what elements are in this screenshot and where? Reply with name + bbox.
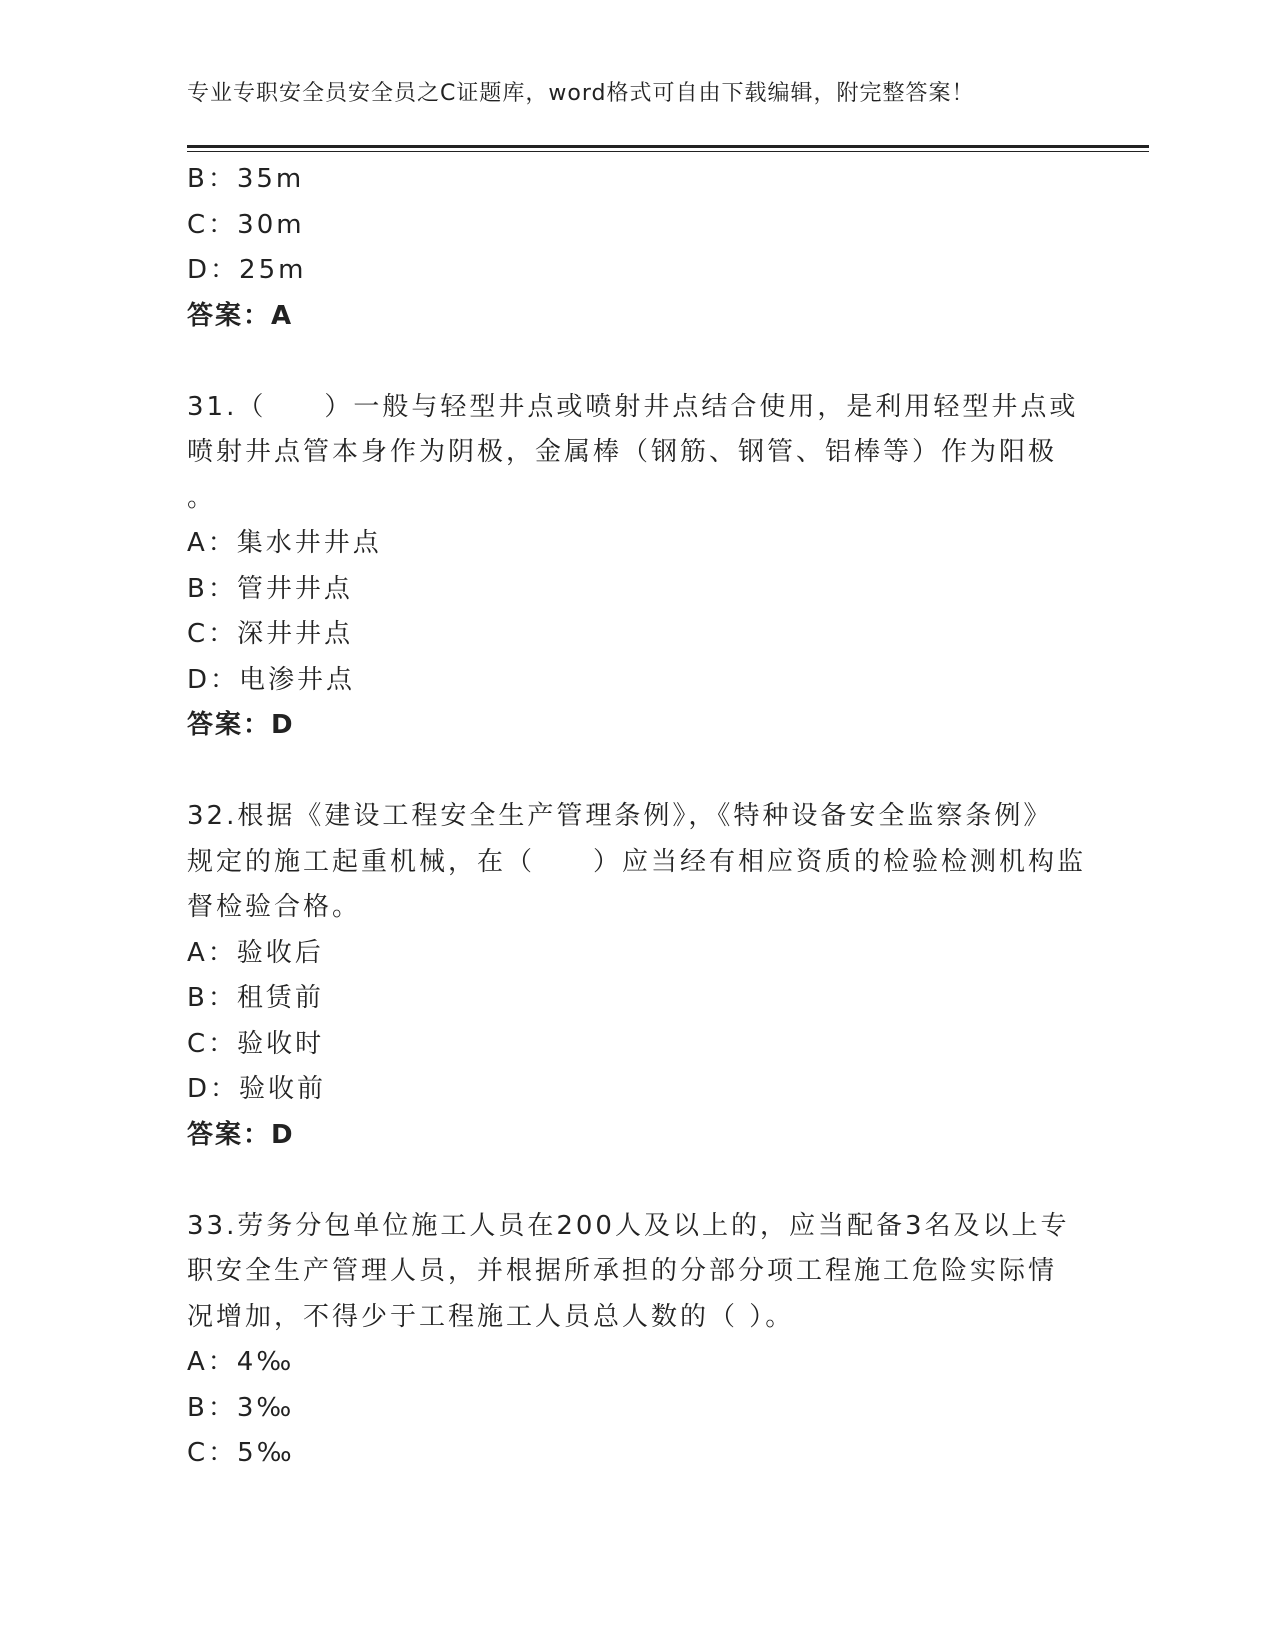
option-b: B：管井井点 — [187, 573, 353, 604]
spacer — [187, 1158, 1087, 1204]
question-stem-line: 31.（ ）一般与轻型井点或喷射井点结合使用，是利用轻型井点或 — [187, 391, 1079, 422]
option-b: B：3‰ — [187, 1392, 295, 1423]
question-content — [187, 157, 1087, 1477]
answer-line: 答案：D — [187, 1119, 295, 1150]
option-b: B：租赁前 — [187, 983, 324, 1013]
option-a: A：集水井井点 — [187, 528, 382, 558]
question-stem-line: 职安全生产管理人员，并根据所承担的分部分项工程施工危险实际情 — [187, 1256, 1058, 1286]
answer-line: 答案：D — [187, 710, 295, 740]
page-header: 专业专职安全员安全员之C证题库，word格式可自由下载编辑，附完整答案！ — [187, 81, 975, 106]
option-a: A：验收后 — [187, 937, 324, 968]
header-rule-thick — [187, 145, 1149, 148]
question-stem-line: 规定的施工起重机械，在（ ）应当经有相应资质的检验检测机构监 — [187, 846, 1087, 877]
option-c: C：深井井点 — [187, 619, 354, 649]
question-stem-line: 督检验合格。 — [187, 892, 362, 922]
spacer — [187, 339, 1087, 385]
question-stem-line: 况增加，不得少于工程施工人员总人数的（ ）。 — [187, 1301, 795, 1332]
question-stem-line: 。 — [187, 482, 217, 513]
option-b: B：35m — [187, 164, 305, 194]
option-d: D：验收前 — [187, 1074, 327, 1104]
option-a: A：4‰ — [187, 1347, 295, 1377]
question-stem-line: 喷射井点管本身作为阴极，金属棒（钢筋、钢管、铝棒等）作为阳极 — [187, 437, 1058, 467]
question-stem-line: 32.根据《建设工程安全生产管理条例》，《特种设备安全监察条例》 — [187, 801, 1053, 831]
question-stem-line: 33.劳务分包单位施工人员在200人及以上的，应当配备3名及以上专 — [187, 1210, 1070, 1241]
spacer — [187, 749, 1087, 795]
option-d: D：25m — [187, 255, 307, 285]
option-d: D：电渗井点 — [187, 664, 356, 695]
option-c: C：30m — [187, 209, 305, 240]
option-c: C：验收时 — [187, 1028, 325, 1059]
option-c: C：5‰ — [187, 1438, 295, 1468]
header-rule-thin — [187, 151, 1149, 152]
answer-line: 答案：A — [187, 300, 294, 331]
